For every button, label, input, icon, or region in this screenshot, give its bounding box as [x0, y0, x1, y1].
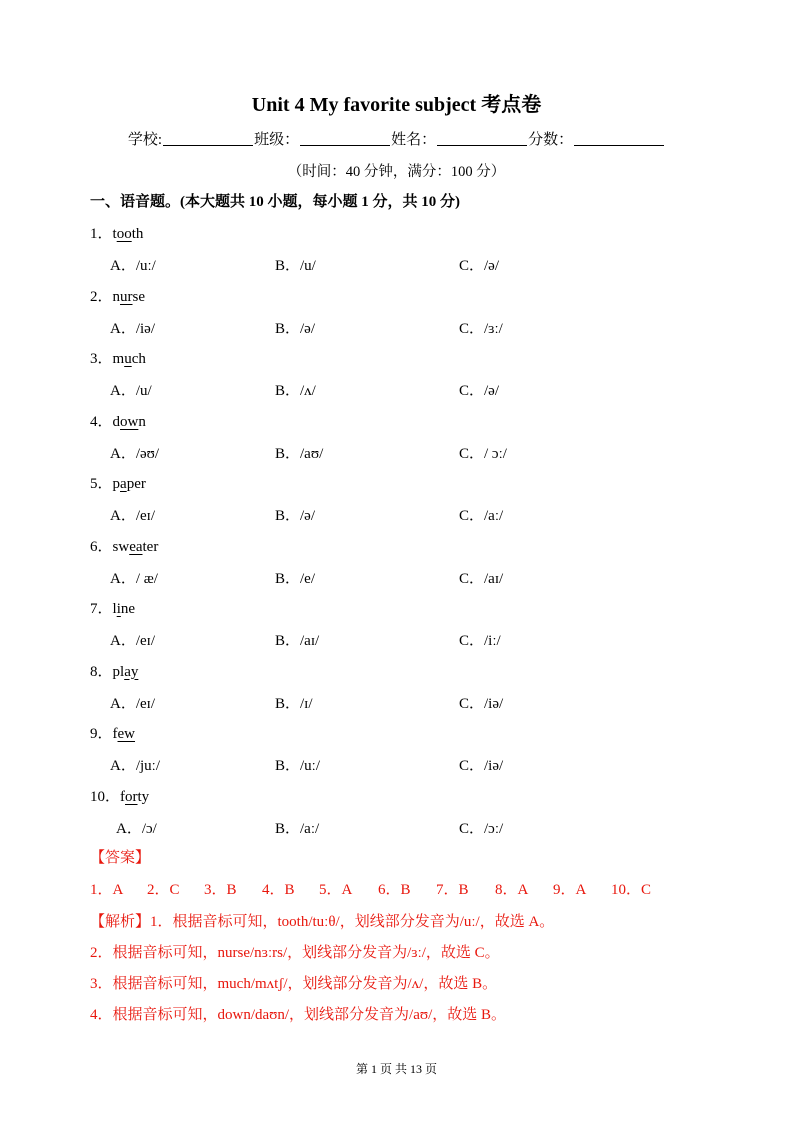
section-title: 一、语音题。(本大题共 10 小题，每小题 1 分，共 10 分)	[90, 194, 460, 210]
question-number: 10．	[90, 788, 121, 805]
question-word-line	[90, 597, 135, 618]
word-part: sw	[112, 538, 130, 555]
option-b[interactable]: B．/aː/	[275, 820, 320, 837]
underlined-letters: ea	[129, 538, 143, 555]
exam-meta: （时间：40 分钟，满分：100 分）	[287, 164, 506, 180]
underlined-letters: i	[116, 601, 121, 617]
word-part: n	[138, 413, 146, 430]
question-word-line	[90, 535, 158, 556]
answer-item: 4．B	[262, 882, 295, 898]
class-label: 班级：	[254, 132, 300, 148]
answer-item: 2．C	[147, 882, 180, 898]
option-row	[110, 254, 710, 276]
option-a[interactable]: A．/ɔ/	[116, 820, 157, 837]
option-c[interactable]: C．/ə/	[459, 383, 499, 399]
word-part: ne	[120, 601, 136, 617]
option-b[interactable]: B．/aʊ/	[275, 445, 324, 462]
option-b[interactable]: B．/u/	[275, 258, 316, 274]
word-part: f	[120, 788, 126, 805]
option-b[interactable]: B．/ʌ/	[275, 383, 316, 399]
question-number: 8．	[90, 663, 113, 680]
option-a[interactable]: A．/əʊ/	[110, 445, 160, 462]
answer-item: 9．A	[553, 882, 587, 898]
underlined-letters: ay	[124, 663, 139, 680]
school-label: 学校:	[127, 132, 163, 148]
option-a[interactable]: A．/uː/	[110, 258, 156, 274]
option-row	[116, 817, 716, 839]
option-row	[110, 692, 710, 714]
option-c[interactable]: C．/ ɔː/	[459, 445, 507, 462]
underlined-letters: oo	[116, 226, 132, 242]
option-b[interactable]: B．/ə/	[275, 508, 315, 524]
word-part: th	[131, 226, 144, 242]
option-row	[110, 567, 710, 589]
option-c[interactable]: C．/ɜː/	[459, 320, 503, 337]
option-row	[110, 504, 710, 526]
question-number: 3．	[90, 351, 113, 367]
question-word-line	[90, 222, 143, 243]
score-label: 分数：	[528, 132, 574, 148]
page-title: Unit 4 My favorite subject 考点卷	[251, 94, 542, 116]
option-a[interactable]: A．/u/	[110, 383, 152, 399]
word-part: t	[112, 226, 117, 242]
question-word-line	[90, 472, 146, 493]
answer-item: 5．A	[319, 882, 353, 898]
answer-item: 1．A	[90, 882, 124, 898]
option-c[interactable]: C．/aː/	[459, 508, 504, 524]
underlined-letters: ow	[120, 413, 139, 430]
underlined-letters: ur	[120, 288, 133, 305]
answer-list	[90, 878, 730, 900]
option-b[interactable]: B．/uː/	[275, 758, 321, 774]
explanation-line: 3．根据音标可知，much/mʌtʃ/，划线部分发音为/ʌ/，故选 B。	[90, 976, 498, 992]
option-a[interactable]: A．/iə/	[110, 320, 155, 337]
question-number: 6．	[90, 538, 113, 555]
word-part: p	[112, 476, 121, 492]
page-footer: 第 1 页 共 13 页	[355, 1062, 437, 1076]
option-b[interactable]: B．/e/	[275, 570, 315, 587]
school-blank[interactable]	[163, 131, 253, 146]
student-info-line	[0, 128, 793, 149]
score-blank[interactable]	[574, 131, 664, 146]
question-word-line	[90, 722, 135, 743]
name-label: 姓名：	[391, 132, 437, 148]
question-number: 2．	[90, 288, 113, 305]
option-b[interactable]: B．/ɪ/	[275, 695, 313, 712]
option-c[interactable]: C．/iə/	[459, 695, 504, 712]
option-row	[110, 317, 710, 339]
question-word-line	[90, 410, 146, 431]
underlined-letters: a	[120, 476, 127, 492]
word-part: ty	[137, 788, 150, 805]
option-row	[110, 629, 710, 651]
word-part: ch	[131, 351, 146, 367]
answer-item: 3．B	[204, 882, 237, 898]
option-a[interactable]: A．/eɪ/	[110, 508, 155, 524]
question-word-line	[90, 285, 145, 306]
word-part: pl	[112, 663, 125, 680]
word-part: per	[126, 476, 146, 492]
option-row	[110, 379, 710, 401]
option-c[interactable]: C．/iə/	[459, 758, 504, 774]
answer-header: 【答案】	[90, 850, 151, 866]
word-part: l	[112, 601, 117, 617]
underlined-letters: or	[125, 788, 138, 805]
word-part: d	[112, 413, 121, 430]
option-row	[110, 442, 710, 464]
word-part: n	[112, 288, 121, 305]
option-b[interactable]: B．/aɪ/	[275, 633, 320, 649]
answer-item: 7．B	[436, 882, 469, 898]
option-a[interactable]: A．/eɪ/	[110, 633, 155, 649]
option-a[interactable]: A．/eɪ/	[110, 695, 155, 712]
name-blank[interactable]	[437, 131, 527, 146]
word-part: ter	[142, 538, 159, 555]
option-c[interactable]: C．/aɪ/	[459, 570, 504, 587]
answer-item: 10．C	[611, 882, 652, 898]
question-number: 4．	[90, 413, 113, 430]
question-word-line	[90, 347, 146, 368]
option-a[interactable]: A．/ æ/	[110, 570, 158, 587]
option-c[interactable]: C．/ə/	[459, 258, 499, 274]
option-c[interactable]: C．/iː/	[459, 633, 501, 649]
option-b[interactable]: B．/ə/	[275, 320, 315, 337]
question-number: 7．	[90, 601, 113, 617]
word-part: se	[132, 288, 146, 305]
class-blank[interactable]	[300, 131, 390, 146]
explanation-line: 【解析】1．根据音标可知，tooth/tuːθ/，划线部分发音为/uː/，故选 A。	[90, 914, 555, 930]
underlined-letters: ew	[117, 726, 136, 742]
question-number: 5．	[90, 476, 113, 492]
question-word-line	[90, 660, 138, 681]
option-row	[110, 754, 710, 776]
option-a[interactable]: A．/juː/	[110, 758, 161, 774]
question-number: 9．	[90, 726, 113, 742]
underlined-letters: u	[124, 351, 132, 367]
option-c[interactable]: C．/ɔː/	[459, 820, 504, 837]
word-part: m	[112, 351, 125, 367]
answer-item: 8．A	[495, 882, 529, 898]
answer-item: 6．B	[378, 882, 411, 898]
explanation-line: 4．根据音标可知，down/daʊn/，划线部分发音为/aʊ/，故选 B。	[90, 1007, 507, 1023]
question-number: 1．	[90, 226, 113, 242]
explanation-line: 2．根据音标可知，nurse/nɜːrs/，划线部分发音为/ɜː/，故选 C。	[90, 945, 500, 961]
word-part: f	[112, 726, 118, 742]
question-word-line	[90, 785, 149, 806]
